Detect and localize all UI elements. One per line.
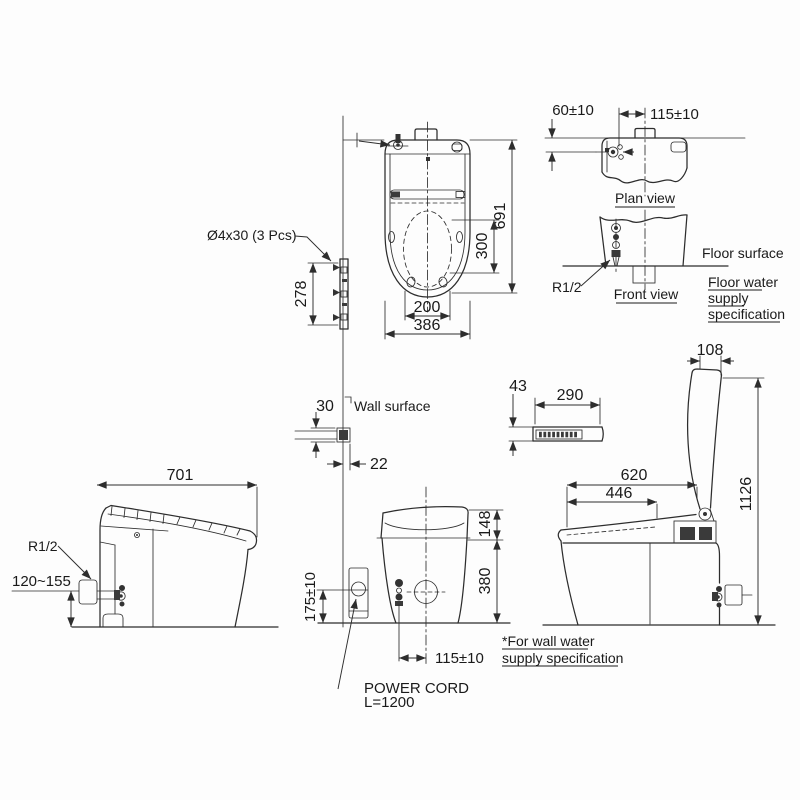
dim-outlet-offset: 115±10 xyxy=(435,650,484,667)
wall-supply-detail xyxy=(295,397,431,473)
wall-note-line1: *For wall water xyxy=(502,633,595,649)
floor-supply-fitting xyxy=(612,219,621,272)
lid-ribs-left xyxy=(111,507,240,536)
dim-outlet-height: 175±10 xyxy=(302,572,319,622)
dim-supply-height: 120~155 xyxy=(12,573,71,590)
dim-total-height: 1126 xyxy=(738,476,755,512)
dim-seat-hole-length: 300 xyxy=(474,232,491,260)
power-cord-length: L=1200 xyxy=(364,694,415,711)
front-supply-valve xyxy=(395,579,403,661)
dim-accessory-width: 290 xyxy=(556,387,584,404)
floor-note-line2: supply xyxy=(708,290,749,306)
plan-view xyxy=(545,102,745,207)
dim-wall-fitting-height: 30 xyxy=(316,398,334,415)
floor-note-line1: Floor water xyxy=(708,274,779,290)
plan-view-title: Plan view xyxy=(615,190,675,206)
wall-note-line2: supply specification xyxy=(502,650,624,666)
wall-surface-label: Wall surface xyxy=(354,398,431,414)
accessory-part-view xyxy=(509,378,603,456)
top-tab xyxy=(415,129,437,140)
dim-wall-fitting-depth: 22 xyxy=(370,456,388,473)
side-view-left xyxy=(12,467,278,627)
dim-center-offset: 115±10 xyxy=(650,106,699,123)
lid-hinge xyxy=(699,508,714,521)
floor-surface-label: Floor surface xyxy=(702,245,784,261)
top-view xyxy=(385,122,470,312)
dim-accessory-height: 43 xyxy=(509,378,527,395)
dim-plate-height: 278 xyxy=(293,280,310,308)
side-supply-valve xyxy=(79,580,125,607)
side-view-right xyxy=(502,342,775,666)
mounting-plate-view xyxy=(207,227,348,329)
open-lid xyxy=(688,369,722,509)
wall-supply-valve-right xyxy=(712,585,752,608)
dim-body-height: 380 xyxy=(477,567,494,595)
dim-overall-width: 386 xyxy=(413,317,441,334)
front-view-small xyxy=(552,210,785,322)
front-view-main xyxy=(302,487,510,711)
front-view-title: Front view xyxy=(613,286,679,302)
dim-hole-width: 200 xyxy=(413,299,441,316)
hinge-bolt-right xyxy=(452,142,462,152)
thread-label-front-small: R1/2 xyxy=(552,279,582,295)
dim-wall-offset: 60±10 xyxy=(552,102,594,119)
dim-overall-length: 691 xyxy=(492,202,509,230)
dim-lid-height: 148 xyxy=(477,510,494,538)
plate-label: Ø4x30 (3 Pcs) xyxy=(207,227,297,243)
dim-seat-inner: 446 xyxy=(605,485,633,502)
floor-note-line3: specification xyxy=(708,306,786,322)
dim-lid-width: 108 xyxy=(696,342,724,359)
accessory-contacts xyxy=(539,432,577,438)
power-cord-label: POWER CORD xyxy=(364,680,469,697)
dim-seat-depth: 620 xyxy=(620,467,648,484)
thread-label-side-left: R1/2 xyxy=(28,538,58,554)
power-outlet-box xyxy=(349,568,368,618)
dim-depth-701: 701 xyxy=(166,467,194,484)
